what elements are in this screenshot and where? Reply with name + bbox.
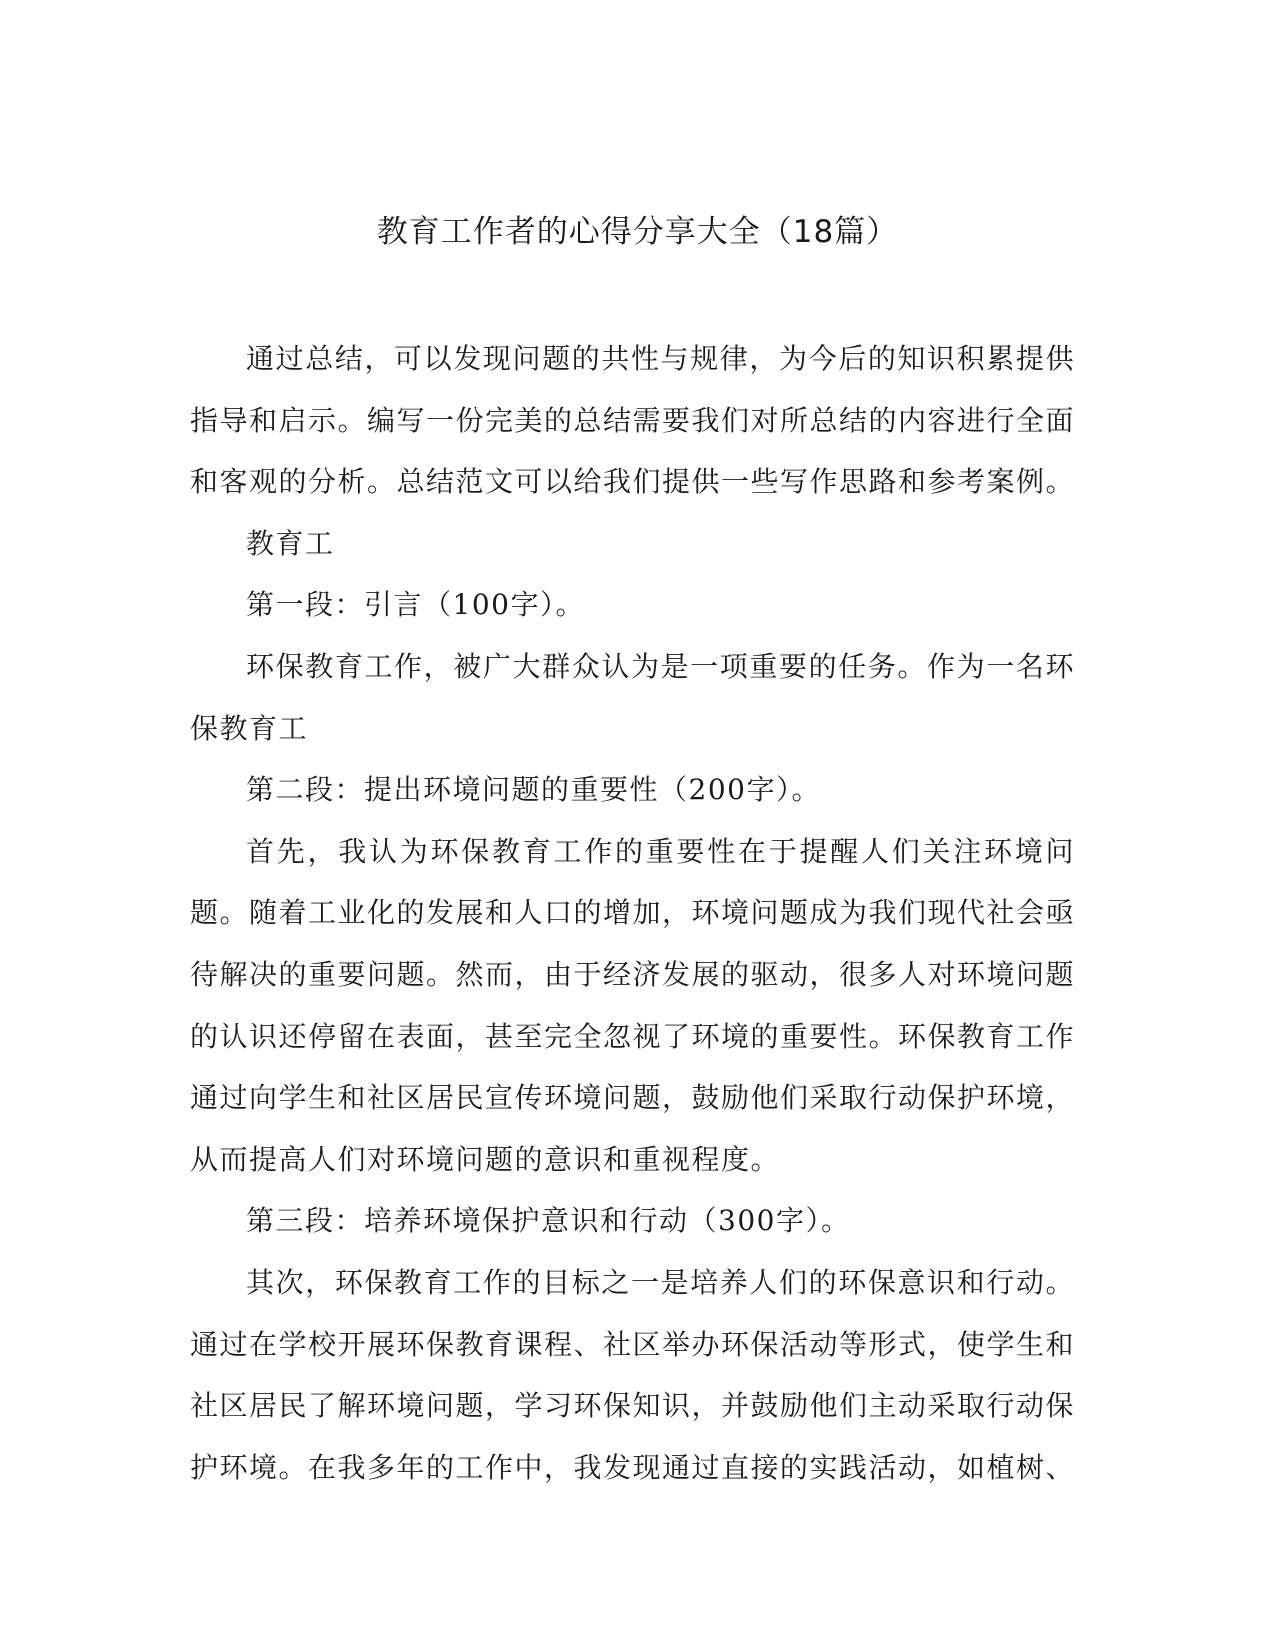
section-heading-2: 第二段：提出环境问题的重要性（200字）。 bbox=[246, 773, 821, 807]
paragraph-2: 首先，我认为环保教育工作的重要性在于提醒人们关注环境问题。随着工业化的发展和人口的增加，环境问题成为我们现代社会亟待解决的重要问题。然而，由于经济发展的驱动，很多人对环境问题的认识还停留在表面，甚至完全忽视了环境的重要性。环保教育工作通过向学生和社区居民宣传环境问题，鼓励他们采取行动保护环境，从而提高人们对环境问题的意识和重视程度。 bbox=[190, 834, 1076, 1176]
paragraph-intro: 通过总结，可以发现问题的共性与规律，为今后的知识积累提供指导和启示。编写一份完美的总结需要我们对所总结的内容进行全面和客观的分析。总结范文可以给我们提供一些写作思路和参考案例。 bbox=[190, 342, 1076, 499]
section-heading-1: 第一段：引言（100字）。 bbox=[246, 588, 585, 622]
section-heading-3: 第三段：培养环境保护意识和行动（300字）。 bbox=[246, 1204, 851, 1238]
document-title: 教育工作者的心得分享大全（18篇） bbox=[376, 214, 899, 250]
document-body bbox=[190, 328, 1075, 1498]
paragraph-3: 其次，环保教育工作的目标之一是培养人们的环保意识和行动。通过在学校开展环保教育课程、社区举办环保活动等形式，使学生和社区居民了解环境问题，学习环保知识，并鼓励他们主动采取行动保护环境。在我多年的工作中，我发现通过直接的实践活动，如植树、 bbox=[190, 1265, 1076, 1484]
paragraph-1: 环保教育工作，被广大群众认为是一项重要的任务。作为一名环保教育工 bbox=[190, 649, 1075, 745]
paragraph-fragment: 教育工 bbox=[246, 526, 335, 560]
